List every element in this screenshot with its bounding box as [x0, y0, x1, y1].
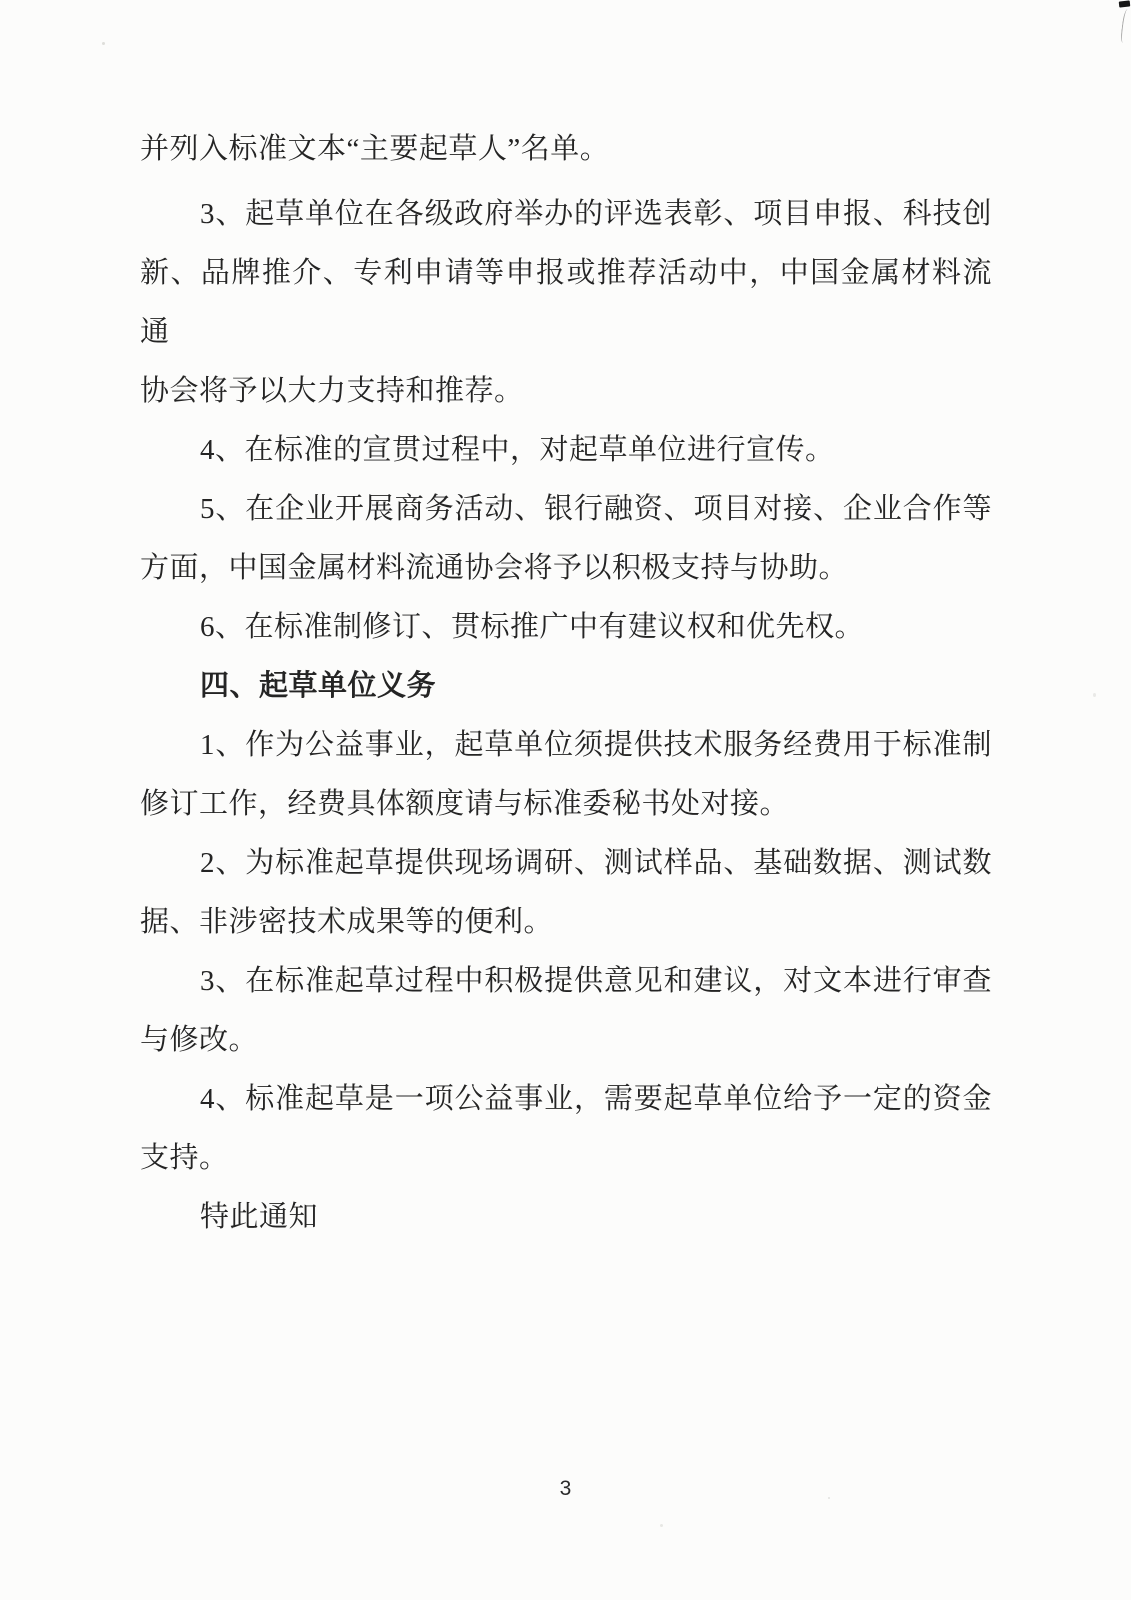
paragraph-line: 6、在标准制修订、贯标推广中有建议权和优先权。	[200, 611, 865, 643]
scan-artifact-hairline	[1120, 9, 1131, 44]
closing-line: 特此通知	[200, 1201, 319, 1233]
paragraph-line: 新、品牌推介、专利申请等申报或推荐活动中，中国金属材料流通	[140, 257, 992, 348]
section-heading: 四、起草单位义务	[200, 670, 437, 702]
paragraph-line: 5、在企业开展商务活动、银行融资、项目对接、企业合作等	[200, 493, 992, 525]
scan-noise-speck	[102, 42, 105, 45]
paragraph-line: 并列入标准文本“主要起草人”名单。	[140, 133, 610, 165]
document-body	[140, 120, 992, 1247]
paragraph-line: 与修改。	[140, 1024, 259, 1056]
paragraph-line: 4、在标准的宣贯过程中，对起草单位进行宣传。	[200, 434, 835, 466]
scan-artifact-corner-mark	[1119, 0, 1131, 7]
paragraph-line: 3、起草单位在各级政府举办的评选表彰、项目申报、科技创	[200, 198, 992, 230]
paragraph-line: 方面，中国金属材料流通协会将予以积极支持与协助。	[140, 552, 849, 584]
scan-noise-speck	[660, 1524, 663, 1527]
paragraph-line: 协会将予以大力支持和推荐。	[140, 375, 524, 407]
paragraph-line: 2、为标准起草提供现场调研、测试样品、基础数据、测试数	[200, 847, 992, 879]
paragraph-line: 1、作为公益事业，起草单位须提供技术服务经费用于标准制	[200, 729, 992, 761]
scan-noise-speck	[828, 1497, 830, 1499]
paragraph-line: 修订工作，经费具体额度请与标准委秘书处对接。	[140, 788, 790, 820]
page-number: 3	[559, 1477, 572, 1500]
paragraph-line: 据、非涉密技术成果等的便利。	[140, 906, 554, 938]
paragraph-line: 4、标准起草是一项公益事业，需要起草单位给予一定的资金	[200, 1083, 992, 1115]
paragraph-line: 3、在标准起草过程中积极提供意见和建议，对文本进行审查	[200, 965, 992, 997]
paragraph-line: 支持。	[140, 1142, 229, 1174]
scan-noise-speck	[1093, 693, 1096, 697]
